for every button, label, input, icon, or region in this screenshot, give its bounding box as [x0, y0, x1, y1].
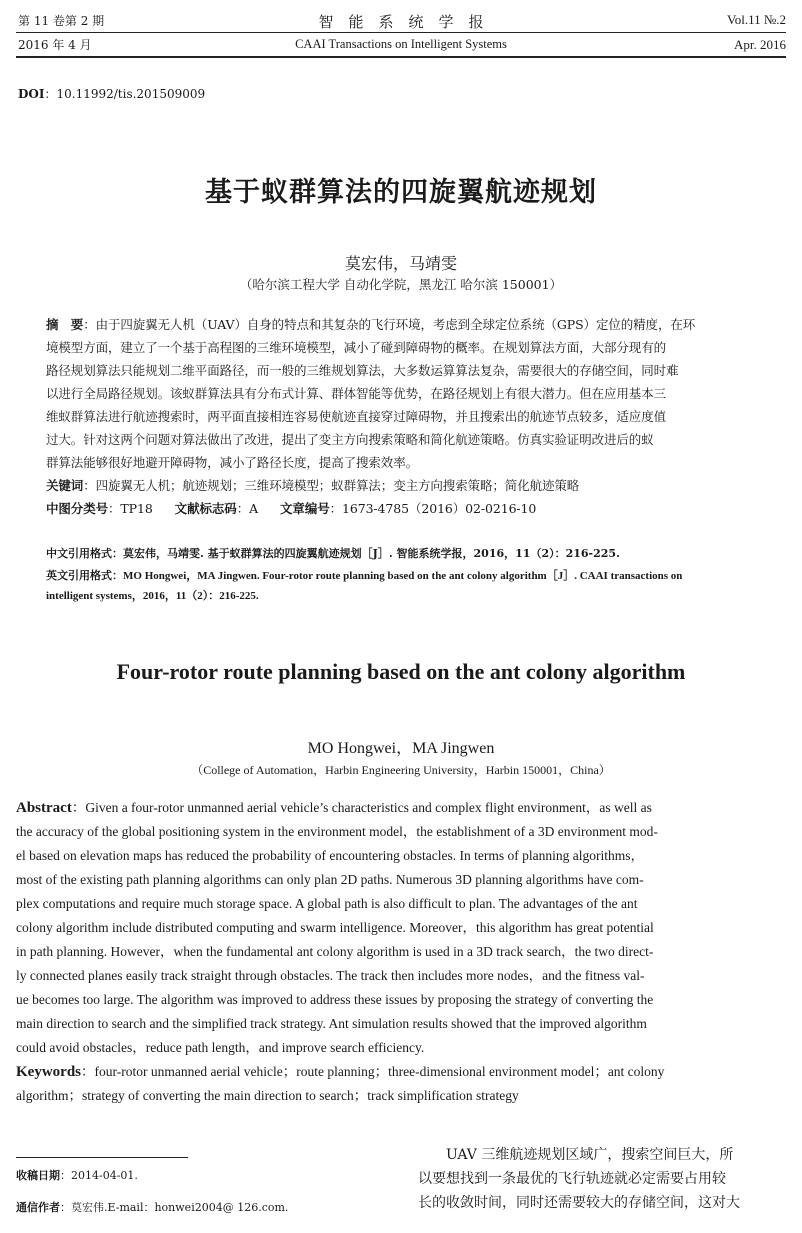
en-authors: MO Hongwei，MA Jingwen	[307, 740, 495, 757]
en-abstract-line-1: Abstract：Given a four-rotor unmanned aerial vehicle’s characteristics and complex flight environment，as well as	[16, 800, 652, 816]
en-abstract-line-5: plex computations and require much storage space. A global path is also difficult to plan. The advantages of the ant	[16, 896, 638, 911]
body-text-line-3: 长的收敛时间，同时还需要较大的存储空间，这对大	[418, 1195, 740, 1211]
cn-abstract-label: 摘 要	[46, 317, 84, 332]
cn-abstract-line-5: 维蚁群算法进行航迹搜索时，两平面直接相连容易使航迹直接穿过障碍物，并且搜索出的航迹节点较多，适应度值	[46, 409, 667, 424]
header-volume: 第 11 卷第 2 期	[18, 14, 105, 28]
doi	[18, 85, 205, 102]
doi-value: ：10.11992/tis.201509009	[44, 87, 206, 101]
header-rule	[16, 56, 786, 58]
en-abstract	[16, 796, 790, 1108]
en-abstract-line-3: el based on elevation maps has reduced the probability of encountering obstacles. In terms of planning algorithms，	[16, 848, 644, 863]
en-abstract-line-10: main direction to search and the simplified track strategy. Ant simulation results showed that the improved algorithm	[16, 1016, 647, 1031]
en-abstract-line-2: the accuracy of the global positioning system in the environment model，the establishment of a 3D environment mod-	[16, 824, 658, 839]
cn-keywords: 关键词：四旋翼无人机；航迹规划；三维环境模型；蚁群算法；变主方向搜索策略；简化航迹策略	[46, 478, 580, 493]
en-abstract-line-7: in path planning. However，when the fundamental ant colony algorithm is used in a 3D track search，the two direct-	[16, 944, 654, 959]
citation-cn: 中文引用格式：莫宏伟，马靖雯. 基于蚁群算法的四旋翼航迹规划［J］. 智能系统学报，2016，11（2）：216-225.	[46, 547, 620, 560]
en-keywords-line-1: Keywords：four-rotor unmanned aerial vehicle；route planning；three-dimensional environment model；ant colony	[16, 1064, 665, 1080]
en-abstract-line-8: ly connected planes easily track straight through obstacles. The track then includes more nodes，and the fitness val-	[16, 968, 645, 983]
header-vol-no: Vol.11 №.2	[727, 12, 786, 27]
header-month-year: Apr. 2016	[734, 37, 786, 52]
cn-abstract-line-7: 群算法能够很好地避开障碍物，减小了路径长度，提高了搜索效率。	[46, 455, 419, 470]
en-keywords-line-2: algorithm；strategy of converting the main direction to search；track simplification strategy	[16, 1088, 519, 1103]
cn-abstract-line-6: 过大。针对这两个问题对算法做出了改进，提出了变主方向搜索策略和简化航迹策略。仿真实验证明改进后的蚁	[46, 432, 654, 447]
doi-label: DOI	[18, 87, 45, 101]
en-keywords-label: Keywords	[16, 1064, 81, 1080]
en-abstract-line-9: ue becomes too large. The algorithm was improved to address these issues by proposing the strategy of converting the	[16, 992, 654, 1007]
header-rule-thin	[16, 32, 786, 33]
body-text-line-1: UAV 三维航迹规划区域广，搜索空间巨大，所	[446, 1147, 734, 1163]
cn-abstract-line-2: 境模型方面，建立了一个基于高程图的三维环境模型，减小了碰到障碍物的概率。在规划算法方面，大部分现有的	[46, 340, 667, 355]
header-date: 2016 年 4 月	[18, 38, 92, 52]
en-abstract-line-6: colony algorithm include distributed computing and swarm intelligence. Moreover，this algorithm has great potential	[16, 920, 654, 935]
cn-abstract-line-1: 摘 要：由于四旋翼无人机（UAV）自身的特点和其复杂的飞行环境，考虑到全球定位系统（GPS）定位的精度，在环	[46, 317, 696, 332]
cn-abstract-line-4: 以进行全局路径规划。该蚁群算法具有分布式计算、群体智能等优势，在路径规划上有很大潜力。但在应用基本三	[46, 386, 667, 401]
corresponding-author: 通信作者：莫宏伟.E-mail：honwei2004@ 126.com.	[16, 1201, 289, 1214]
en-title: Four-rotor route planning based on the ant colony algorithm	[116, 659, 686, 684]
en-abstract-line-4: most of the existing path planning algorithms can only plan 2D paths. Numerous 3D planning algorithms have com-	[16, 872, 644, 887]
en-affiliation: （College of Automation，Harbin Engineering University，Harbin 150001，China）	[191, 763, 611, 777]
received-date: 收稿日期：2014-04-01.	[16, 1169, 138, 1182]
body-text-column	[418, 1143, 790, 1215]
en-abstract-label: Abstract	[16, 800, 72, 816]
body-text-line-2: 以要想找到一条最优的飞行轨迹就必定需要占用较	[418, 1171, 726, 1187]
journal-name-cn: 智 能 系 统 学 报	[318, 13, 484, 31]
en-abstract-line-11: could avoid obstacles，reduce path length，and improve search efficiency.	[16, 1040, 425, 1055]
citation-en-line-2: intelligent systems，2016，11（2）：216-225.	[46, 590, 259, 602]
cn-keywords-label: 关键词	[46, 478, 84, 493]
citation-en-line-1: 英文引用格式：MO Hongwei，MA Jingwen. Four-rotor route planning based on the ant colony algorithm［J］. CAAI transactions on	[46, 569, 683, 582]
journal-name-en: CAAI Transactions on Intelligent Systems	[295, 37, 507, 51]
cn-title: 基于蚁群算法的四旋翼航迹规划	[205, 177, 597, 208]
cn-classification: 中图分类号：TP18 文献标志码：A 文章编号：1673-4785（2016）02-0216-10	[46, 501, 537, 516]
footnote-rule	[16, 1157, 188, 1158]
cn-abstract-line-3: 路径规划算法只能规划二维平面路径，而一般的三维规划算法，大多数运算算法复杂，需要很大的存储空间，同时难	[46, 363, 679, 378]
cn-authors: 莫宏伟，马靖雯	[344, 254, 457, 273]
cn-affiliation: （哈尔滨工程大学 自动化学院，黑龙江 哈尔滨 150001）	[239, 277, 563, 292]
